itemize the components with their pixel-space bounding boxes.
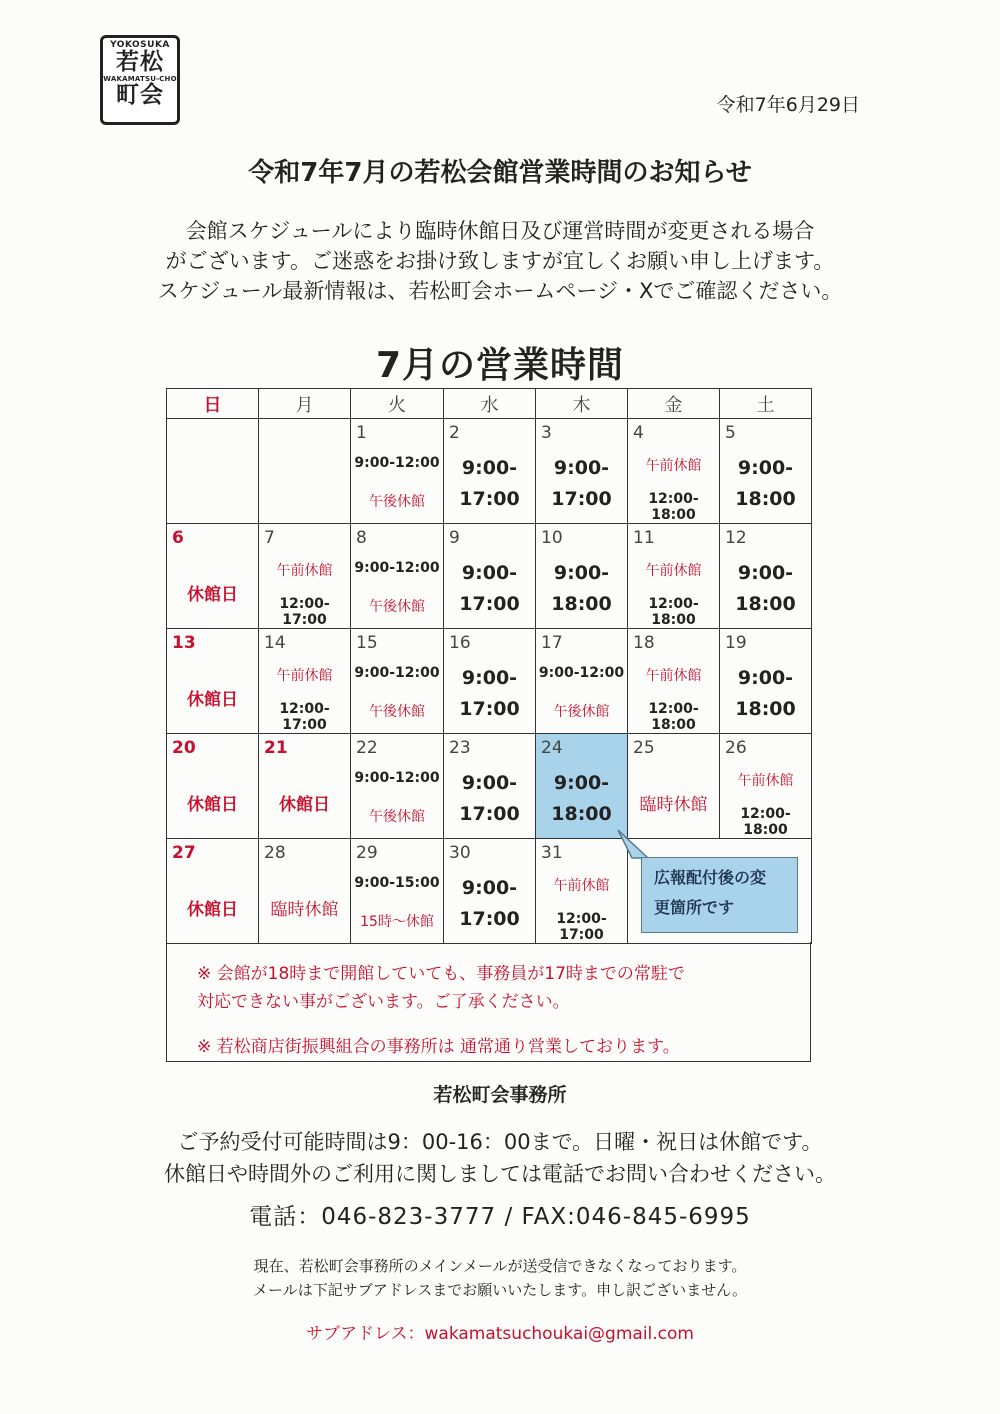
open-time: 9:00- bbox=[553, 457, 610, 479]
day-number: 15 bbox=[356, 633, 378, 653]
open-time: 9:00- bbox=[461, 772, 518, 794]
change-callout bbox=[641, 857, 798, 933]
day-number: 21 bbox=[264, 738, 288, 758]
calendar-day-cell bbox=[259, 629, 351, 734]
close-time: 18:00 bbox=[735, 698, 796, 720]
calendar-day-cell bbox=[720, 629, 812, 734]
day-number: 22 bbox=[356, 738, 378, 758]
calendar-day-cell bbox=[259, 734, 351, 839]
calendar-day-cell bbox=[536, 419, 628, 524]
day-number: 7 bbox=[264, 528, 275, 548]
close-time: 18:00 bbox=[735, 488, 796, 510]
close-time: 17:00 bbox=[459, 908, 520, 930]
hours-line-2: 12:00-18:00 bbox=[648, 491, 699, 523]
callout-line: 更箇所です bbox=[654, 898, 735, 917]
hours-line-2: 12:00-18:00 bbox=[648, 596, 699, 628]
day-number: 4 bbox=[633, 423, 644, 443]
open-time: 9:00- bbox=[461, 877, 518, 899]
reservation-line: 休館日や時間外のご利用に関しましては電話でお問い合わせください。 bbox=[164, 1162, 836, 1186]
close-time: 18:00 bbox=[551, 593, 612, 615]
hours-line-2: 12:00-17:00 bbox=[279, 596, 330, 628]
mail-notice-line: メールは下記サブアドレスまでお願いいたします。申し訳ございません。 bbox=[253, 1281, 747, 1299]
calendar-week-row bbox=[167, 734, 812, 839]
calendar-day-cell bbox=[444, 629, 536, 734]
open-time: 9:00- bbox=[737, 562, 794, 584]
day-number: 8 bbox=[356, 528, 367, 548]
hours-line-2: 午後休館 bbox=[369, 704, 425, 720]
calendar-day-cell bbox=[536, 629, 628, 734]
calendar-week-row bbox=[167, 419, 812, 524]
hours-line-2: 15時～休館 bbox=[360, 914, 434, 930]
day-number: 3 bbox=[541, 423, 552, 443]
calendar-day-cell bbox=[536, 524, 628, 629]
day-number: 29 bbox=[356, 843, 378, 863]
intro-line: スケジュール最新情報は、若松町会ホームページ・Xでご確認ください。 bbox=[157, 279, 843, 303]
weekday-header: 土 bbox=[720, 389, 812, 419]
hours-line-1: 9:00-12:00 bbox=[354, 770, 440, 786]
day-number: 26 bbox=[725, 738, 747, 758]
open-time: 9:00- bbox=[553, 772, 610, 794]
calendar-day-cell bbox=[444, 419, 536, 524]
sub-email-address[interactable]: サブアドレス：wakamatsuchoukai@gmail.com bbox=[306, 1324, 694, 1344]
reservation-info bbox=[0, 1126, 1000, 1190]
note-1 bbox=[197, 960, 810, 1016]
day-number: 30 bbox=[449, 843, 471, 863]
calendar-day-cell bbox=[444, 839, 536, 944]
open-time: 9:00- bbox=[461, 457, 518, 479]
weekday-header: 月 bbox=[259, 389, 351, 419]
temporary-closure-label: 臨時休館 bbox=[270, 900, 339, 920]
calendar-day-cell bbox=[720, 734, 812, 839]
hours-line-1: 9:00-12:00 bbox=[354, 560, 440, 576]
hours-line-2: 午後休館 bbox=[369, 809, 425, 825]
close-time: 18:00 bbox=[551, 803, 612, 825]
calendar-day-cell bbox=[628, 734, 720, 839]
calendar-week-row bbox=[167, 629, 812, 734]
hours-line-1: 午前休館 bbox=[276, 563, 333, 579]
day-number: 12 bbox=[725, 528, 747, 548]
reservation-line: ご予約受付可能時間は9：00-16：00まで。日曜・祝日は休館です。 bbox=[177, 1130, 823, 1154]
close-time: 17:00 bbox=[459, 488, 520, 510]
day-number: 5 bbox=[725, 423, 736, 443]
weekday-header: 水 bbox=[444, 389, 536, 419]
note-2: ※ 若松商店街振興組合の事務所は 通常通り営業しております。 bbox=[197, 1037, 680, 1057]
day-number: 1 bbox=[356, 423, 367, 443]
hours-line-1: 9:00-12:00 bbox=[354, 665, 440, 681]
calendar-day-cell bbox=[720, 419, 812, 524]
calendar-day-cell bbox=[167, 629, 259, 734]
hours-line-2: 12:00-18:00 bbox=[740, 806, 791, 838]
close-time: 18:00 bbox=[735, 593, 796, 615]
calendar-day-cell bbox=[351, 524, 444, 629]
open-time: 9:00- bbox=[461, 562, 518, 584]
day-number: 11 bbox=[633, 528, 655, 548]
closed-day-label: 休館日 bbox=[187, 585, 238, 605]
logo bbox=[100, 35, 180, 125]
note-1-line2: 対応できない事がございます。ご了承ください。 bbox=[197, 992, 570, 1012]
calendar-day-cell bbox=[167, 839, 259, 944]
close-time: 17:00 bbox=[459, 698, 520, 720]
hours-line-2: 12:00-17:00 bbox=[556, 911, 607, 943]
hours-line-2: 午後休館 bbox=[369, 599, 425, 615]
intro-line: 会館スケジュールにより臨時休館日及び運営時間が変更される場合 bbox=[185, 219, 815, 243]
calendar-day-cell bbox=[444, 524, 536, 629]
calendar-day-cell bbox=[167, 734, 259, 839]
calendar-day-cell bbox=[628, 629, 720, 734]
hours-line-2: 12:00-17:00 bbox=[279, 701, 330, 733]
day-number: 18 bbox=[633, 633, 655, 653]
close-time: 17:00 bbox=[459, 803, 520, 825]
hours-line-1: 午前休館 bbox=[553, 878, 610, 894]
calendar-day-cell bbox=[351, 629, 444, 734]
weekday-header-row bbox=[167, 389, 812, 419]
office-name: 若松町会事務所 bbox=[433, 1084, 567, 1106]
calendar-day-cell bbox=[628, 419, 720, 524]
day-number: 6 bbox=[172, 528, 184, 548]
weekday-header: 金 bbox=[628, 389, 720, 419]
calendar-day-cell bbox=[259, 839, 351, 944]
hours-line-1: 午前休館 bbox=[276, 668, 333, 684]
logo-jp-line2: 町会 bbox=[116, 82, 164, 108]
hours-line-1: 9:00-12:00 bbox=[538, 665, 625, 681]
calendar-day-cell bbox=[351, 419, 444, 524]
hours-line-2: 12:00-18:00 bbox=[648, 701, 699, 733]
temporary-closure-label: 臨時休館 bbox=[639, 795, 708, 815]
hours-line-1: 9:00-12:00 bbox=[354, 455, 440, 471]
day-number: 17 bbox=[541, 633, 563, 653]
notes-box bbox=[166, 942, 811, 1062]
logo-top-text: YOKOSUKA bbox=[110, 40, 170, 50]
page-title: 令和7年7月の若松会館営業時間のお知らせ bbox=[248, 158, 752, 188]
hours-line-1: 午前休館 bbox=[737, 773, 794, 789]
day-number: 23 bbox=[449, 738, 471, 758]
hours-line-2: 午後休館 bbox=[369, 494, 425, 510]
calendar-day-cell bbox=[259, 524, 351, 629]
intro-text bbox=[0, 216, 1000, 306]
close-time: 17:00 bbox=[551, 488, 612, 510]
open-time: 9:00- bbox=[461, 667, 518, 689]
mail-notice bbox=[0, 1254, 1000, 1302]
hours-line-1: 午前休館 bbox=[645, 668, 702, 684]
calendar-day-cell bbox=[351, 839, 444, 944]
calendar-day-cell bbox=[167, 524, 259, 629]
calendar-day-cell bbox=[259, 419, 351, 524]
closed-day-label: 休館日 bbox=[279, 795, 330, 815]
day-number: 13 bbox=[172, 633, 196, 653]
open-time: 9:00- bbox=[737, 457, 794, 479]
hours-line-1: 午前休館 bbox=[645, 563, 702, 579]
day-number: 28 bbox=[264, 843, 286, 863]
calendar-day-cell bbox=[167, 419, 259, 524]
calendar-day-cell bbox=[351, 734, 444, 839]
hours-line-1: 9:00-15:00 bbox=[354, 875, 440, 891]
calendar-day-cell bbox=[536, 734, 628, 839]
open-time: 9:00- bbox=[737, 667, 794, 689]
day-number: 14 bbox=[264, 633, 286, 653]
weekday-header: 日 bbox=[167, 389, 259, 419]
issue-date: 令和7年6月29日 bbox=[716, 94, 860, 116]
closed-day-label: 休館日 bbox=[187, 900, 238, 920]
day-number: 2 bbox=[449, 423, 460, 443]
weekday-header: 木 bbox=[536, 389, 628, 419]
close-time: 17:00 bbox=[459, 593, 520, 615]
day-number: 20 bbox=[172, 738, 196, 758]
day-number: 9 bbox=[449, 528, 460, 548]
closed-day-label: 休館日 bbox=[187, 795, 238, 815]
schedule-title: 7月の営業時間 bbox=[375, 345, 625, 386]
day-number: 16 bbox=[449, 633, 471, 653]
day-number: 31 bbox=[541, 843, 563, 863]
day-number: 25 bbox=[633, 738, 655, 758]
day-number: 27 bbox=[172, 843, 196, 863]
contact-numbers: 電話：046-823-3777 / FAX:046-845-6995 bbox=[249, 1204, 751, 1230]
hours-line-2: 午後休館 bbox=[553, 704, 610, 720]
mail-notice-line: 現在、若松町会事務所のメインメールが送受信できなくなっております。 bbox=[253, 1257, 747, 1275]
intro-line: がございます。ご迷惑をお掛け致しますが宜しくお願い申し上げます。 bbox=[165, 249, 835, 273]
callout-line: 広報配付後の変 bbox=[654, 868, 767, 887]
closed-day-label: 休館日 bbox=[187, 690, 238, 710]
logo-mid-text: WAKAMATSU-CHO bbox=[103, 75, 177, 83]
note-1-line1: ※ 会館が18時まで開館していても、事務員が17時までの常駐で bbox=[197, 964, 685, 984]
day-number: 10 bbox=[541, 528, 563, 548]
hours-line-1: 午前休館 bbox=[645, 458, 702, 474]
calendar-day-cell bbox=[720, 524, 812, 629]
day-number: 24 bbox=[541, 738, 563, 758]
weekday-header: 火 bbox=[351, 389, 444, 419]
calendar-day-cell bbox=[444, 734, 536, 839]
day-number: 19 bbox=[725, 633, 747, 653]
calendar-day-cell bbox=[628, 524, 720, 629]
open-time: 9:00- bbox=[553, 562, 610, 584]
logo-jp-line1: 若松 bbox=[116, 49, 164, 75]
calendar-week-row bbox=[167, 524, 812, 629]
